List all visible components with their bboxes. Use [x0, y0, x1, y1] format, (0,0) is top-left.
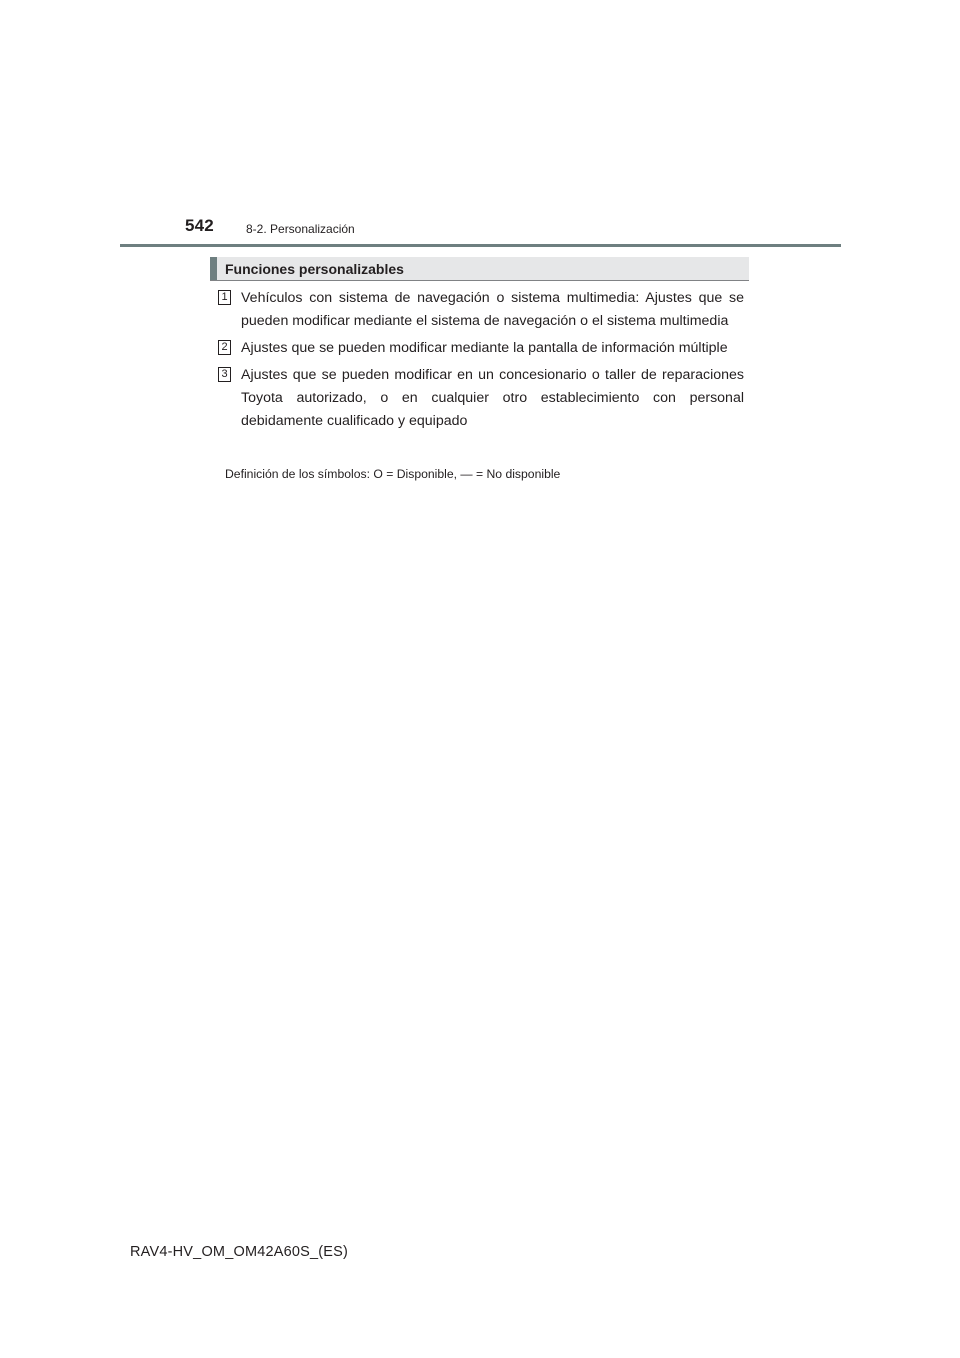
list-item: [218, 337, 744, 360]
item-number-badge: 3: [218, 367, 231, 382]
section-heading: [210, 257, 749, 281]
item-number-badge: 2: [218, 340, 231, 355]
symbol-legend: Definición de los símbolos: O = Disponible, — = No disponible: [225, 467, 561, 481]
document-id: RAV4-HV_OM_OM42A60S_(ES): [130, 1244, 349, 1260]
header-rule: [120, 244, 841, 247]
section-title: 8-2. Personalización: [246, 222, 355, 236]
item-number-badge: 1: [218, 290, 231, 305]
page-number: 542: [185, 216, 214, 235]
numbered-list: [218, 287, 744, 437]
item-text: Ajustes que se pueden modificar mediante la pantalla de información múltiple: [241, 340, 728, 356]
heading-title: Funciones personalizables: [225, 261, 404, 277]
item-text: Vehículos con sistema de navegación o sistema multimedia: Ajustes que se pueden modificar mediante el sistema de navegación o el sistema multimedia: [241, 290, 744, 329]
heading-accent-bar: [210, 257, 217, 280]
list-item: [218, 287, 744, 333]
item-text: Ajustes que se pueden modificar en un concesionario o taller de reparaciones Toyota autorizado, o en cualquier otro establecimiento con personal debidamente cualificado y equipado: [241, 367, 744, 429]
list-item: [218, 364, 744, 433]
